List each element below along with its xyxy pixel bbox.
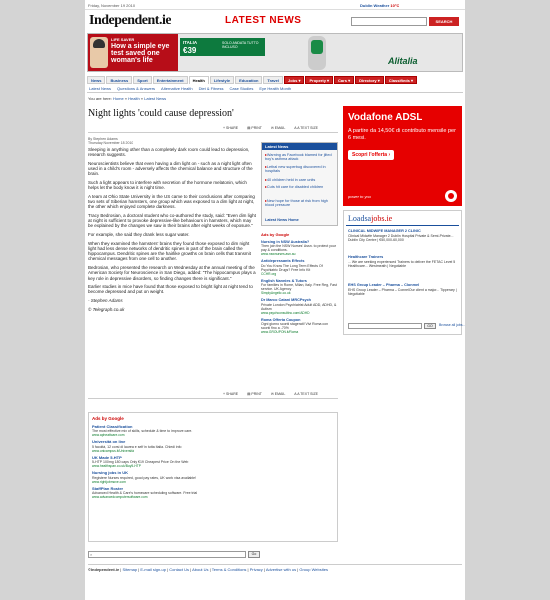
side-google-ads	[261, 232, 338, 337]
article-paragraph: Tracy Bedrosian, a doctoral student who co-authored the study, said: "Even dim light at night is sufficient to provoke depressive-like behaviours in hamsters, which may be explained by the changes we saw in their brains after eight weeks of exposure."	[88, 213, 256, 229]
nav-tab-cars-label: Cars	[338, 78, 347, 83]
nav-tab-sport[interactable]: Sport	[133, 76, 151, 84]
text-size-button[interactable]: A A TEXT SIZE	[294, 392, 318, 396]
tools-divider	[88, 132, 338, 133]
article-tools	[223, 126, 318, 130]
ad-title[interactable]: StaffPlan Roster	[92, 485, 124, 491]
bottom-google-ads	[88, 412, 338, 542]
footer-link-privacy[interactable]: Privacy	[249, 567, 263, 572]
nav-tab-directory[interactable]: Directory ▾	[355, 76, 384, 84]
tools-divider	[88, 398, 338, 399]
subnav-alternative-health[interactable]: Alternative Health	[161, 86, 193, 91]
footer-brand: ©Independent.ie	[88, 567, 120, 572]
article-paragraph: Such a light appears to interfere with secretion of the hormone melatonin, which helps let the body know it is night time.	[88, 180, 247, 191]
breadcrumb-latest-news[interactable]: Latest News	[144, 96, 167, 101]
nav-tab-directory-label: Directory	[359, 78, 377, 83]
nav-tab-classifieds[interactable]: Classifieds ▾	[385, 76, 417, 84]
footer-link-about[interactable]: About Us	[192, 567, 209, 572]
ad-url[interactable]: CCHR.org	[261, 271, 277, 276]
article-paragraph: Bedrosian, who presented the research on Wednesday at the annual meeting of the American Society for Neuroscience in San Diego, added: "The hippocampus plays a key role in depressive disorders, so finding changes there is significant."	[88, 265, 256, 281]
ad-title[interactable]: Patient Classification	[92, 424, 133, 429]
nav-tab-business[interactable]: Business	[106, 76, 132, 84]
ad-url[interactable]: www.GROUPON.it/Roma	[261, 330, 299, 335]
footer: ©Independent.ie | Sitemap | E-mail sign-up | Contact Us | About Us | Terms & Conditions | Privacy | Advertise with us | Group Websites	[88, 567, 328, 572]
nav-tab-news[interactable]: News	[87, 76, 105, 84]
print-button[interactable]: ▤ PRINT	[247, 392, 262, 396]
ad-item[interactable]	[261, 318, 338, 334]
nav-tab-travel[interactable]: Travel	[263, 76, 283, 84]
search-input[interactable]	[351, 17, 427, 26]
nav-tab-education[interactable]: Education	[235, 76, 262, 84]
jobs-logo-a: Loadsa	[348, 214, 372, 223]
article-paragraph: For example, she said they drank less sugar water.	[88, 232, 190, 238]
print-button[interactable]: ▤ PRINT	[247, 126, 262, 130]
ad-desc: Advanced Health & Care's homecare scheduling software. Free trial	[92, 491, 198, 496]
job-title[interactable]: EHS Group Leader – Pharma – Clonmel	[348, 283, 420, 287]
share-button[interactable]: + SHARE	[223, 126, 239, 130]
woman-hair-shape	[93, 39, 105, 48]
bottle-label-shape	[311, 40, 323, 54]
article-title: Night lights 'could cause depression'	[88, 108, 234, 119]
breadcrumb-prefix: You are here:	[88, 96, 112, 101]
banner-promo-panel[interactable]	[88, 34, 178, 71]
share-label: SHARE	[226, 392, 239, 396]
latest-news-link[interactable]: ▸ Cuts hit care for disabled children	[265, 185, 335, 189]
subnav-eye-health-month[interactable]: Eye Health Month	[259, 86, 292, 91]
italia-price-panel	[180, 38, 265, 56]
breadcrumb-home[interactable]: Home	[113, 96, 124, 101]
email-button[interactable]: ✉ EMAIL	[270, 126, 286, 130]
weather-widget[interactable]	[360, 3, 399, 8]
email-label: EMAIL	[274, 392, 286, 396]
latest-news-heading: LATEST NEWS	[225, 15, 302, 26]
header-divider	[85, 9, 465, 10]
footer-divider	[88, 564, 462, 565]
browse-all-jobs-link[interactable]: Browse all jobs...	[439, 323, 465, 327]
ad-item[interactable]	[92, 425, 334, 437]
article-paragraph: Neuroscientists believe that even having a dim light on - such as a night light often used in a child's room - adversely affects the chemical balance and structure of the brain.	[88, 160, 253, 177]
latest-news-link[interactable]: ▸ New hope for those at risk from high blood pressure	[265, 199, 335, 207]
ad-url[interactable]: SimplyAngelic.co.uk	[261, 291, 291, 296]
banner-life-saver: LIFE SAVER	[111, 37, 135, 42]
ad-url[interactable]: www.unicampus.it/Università	[92, 448, 134, 453]
ad-item[interactable]	[261, 279, 338, 295]
footer-link-group-websites[interactable]: Group Websites	[299, 567, 328, 572]
alitalia-logo: Alitalia	[388, 56, 418, 66]
subnav-diet-fitness[interactable]: Diet & Fitness	[198, 86, 224, 91]
subnav-case-studies[interactable]: Case Studies	[229, 86, 254, 91]
bottom-ads-heading: Ads by Google	[92, 416, 124, 421]
ad-desc: Then join the NSW Nurses' Assn. to protect your pay & conditions.	[261, 244, 336, 253]
subnav-questions-answers[interactable]: Questions & Answers	[117, 86, 156, 91]
ad-url[interactable]: www.apheattcare.com	[92, 433, 125, 438]
share-button[interactable]: + SHARE	[223, 392, 239, 396]
jobs-logo-b: jobs.ie	[371, 214, 393, 223]
ad-banner[interactable]	[87, 33, 463, 72]
article-paragraph: Earlier studies in mice have found that those exposed to bright light at night tend to become depressed and put on weight.	[88, 284, 253, 295]
ad-item[interactable]	[261, 240, 338, 256]
header-date: Friday, November 19 2010	[88, 3, 136, 8]
ad-desc: 5-HTP 100mg 180 caps Only €19 Cheapest Price On the Web	[92, 460, 189, 465]
ad-title[interactable]: Roma Offerta Coupon	[261, 317, 301, 322]
footer-link-terms[interactable]: Terms & Conditions	[211, 567, 247, 572]
article-date: Thursday November 18 2010	[88, 141, 134, 145]
nav-tab-lifestyle[interactable]: Lifestyle	[210, 76, 234, 84]
ad-desc: Do You Know The Long Term Effects Of Psychiatric Drugs? Free Info Kit	[261, 263, 323, 272]
article-byline: By Stephen Adams	[88, 137, 118, 141]
search-button[interactable]: SEARCH	[429, 17, 459, 26]
primary-nav	[87, 76, 463, 84]
nav-tab-jobs[interactable]: Jobs ▾	[284, 76, 304, 84]
weather-temp: 10°C	[390, 3, 400, 8]
footer-link-advertise[interactable]: Advertise with us	[265, 567, 297, 572]
nav-tab-classifieds-label: Classifieds	[388, 78, 410, 83]
email-button[interactable]: ✉ EMAIL	[270, 392, 286, 396]
vodafone-title: Vodafone ADSL	[348, 112, 423, 123]
ad-url[interactable]: www.healthspan.co.uk/Buy5-HTP	[92, 464, 141, 469]
ad-url[interactable]: www.psychconsultinc.com/ADHD	[261, 310, 310, 315]
weather-label: Dublin Weather	[360, 3, 390, 8]
ad-desc: Ogni giorno sconti stagerati! Vivi Roma con sconti fino a -70%	[261, 322, 329, 331]
banner-headline: How a simple eye test saved one woman's life	[111, 43, 170, 64]
breadcrumb: You are here: Home » Health » Latest News	[88, 96, 167, 101]
ad-title[interactable]: Antidepressants Effects	[261, 259, 305, 264]
ad-item[interactable]	[92, 471, 334, 483]
italia-label: ITALIA	[183, 40, 198, 45]
latest-news-box	[261, 142, 338, 226]
breadcrumb-health[interactable]: Health	[128, 96, 140, 101]
page	[85, 0, 465, 600]
ad-title[interactable]: Dr Marco Catani MRCPsych	[261, 298, 312, 303]
article-tools-bottom	[223, 392, 318, 396]
footer-link-contact[interactable]: Contact Us	[169, 567, 190, 572]
nav-tab-property-label: Property	[309, 78, 326, 83]
ad-desc: The most effective mix of skills, schedule & time to improve care.	[92, 429, 193, 434]
loadsajobs-logo[interactable]	[348, 214, 392, 223]
job-title[interactable]: Healthcare Trainers	[348, 255, 384, 259]
latest-news-link[interactable]: ▸ Warning as Facebook blamed for jilted boy's asthma attack	[265, 153, 335, 161]
vodafone-subtitle: A partire da 14,50€ di contributo mensile per 6 mesi.	[348, 128, 456, 141]
ad-desc: 5 facoltà, 12 corsi di laurea e self in tutta Italia. Chiedi info	[92, 444, 182, 449]
vodafone-logo-inner-icon	[448, 193, 454, 199]
share-label: SHARE	[226, 126, 239, 130]
bottom-search-button[interactable]: Go	[248, 551, 260, 558]
email-label: EMAIL	[274, 126, 286, 130]
ad-title[interactable]: Nursing in NSW Australia?	[261, 240, 310, 244]
italia-price-note: SOLO ANDATA TUTTO INCLUSO	[222, 41, 259, 49]
article-signature: - Stephen Adams	[88, 298, 123, 304]
ad-item[interactable]	[92, 440, 334, 452]
ad-desc: Registere Nurses required, good pay rates, UK work visa available!	[92, 475, 197, 480]
nav-tab-jobs-label: Jobs	[288, 78, 298, 83]
print-label: PRINT	[251, 392, 262, 396]
jobs-widget	[343, 210, 465, 335]
ad-item[interactable]	[261, 259, 338, 275]
ad-url[interactable]: www.nswnurses.asn.au	[261, 252, 296, 257]
job-desc: Clinical Midwife Manager 2 Dublin Hospital Private & Semi-Private... Dublin City Centre | €50,000-60,000	[348, 234, 454, 242]
jobs-divider	[346, 225, 459, 226]
jobs-search-input[interactable]	[348, 323, 422, 329]
ad-url[interactable]: www.rightjobmove.com	[92, 479, 126, 484]
vodafone-ad[interactable]	[343, 106, 462, 206]
ad-title[interactable]: Nursing jobs in UK	[92, 470, 128, 476]
article-body	[88, 147, 256, 316]
article-copyright: © Telegraph.co.uk	[88, 306, 125, 312]
latest-news-link[interactable]: ▸ Lethal new superbug discovered in hospitals	[265, 165, 335, 173]
nav-tab-cars[interactable]: Cars ▾	[334, 76, 354, 84]
job-desc: EHS Group Leader – Pharma – ConnelOur client a major... Tipperary | Negotiable	[348, 288, 457, 296]
latest-news-home-link[interactable]: Latest News Home	[265, 218, 299, 222]
footer-link-email-signup[interactable]: E-mail sign-up	[140, 567, 166, 572]
latest-news-box-heading: Latest News	[262, 143, 337, 150]
ad-desc: For families in Rome, Milan, Italy. Free Reg, Fast service. UK Agency	[261, 283, 337, 292]
ad-desc: Private London Psychiatrist Adult ADD, ADHD, & Autism	[261, 302, 337, 311]
search-icon: ⌕	[90, 552, 93, 557]
italia-price: €39	[183, 46, 197, 55]
ad-title[interactable]: UK Made 5-HTP	[92, 454, 122, 460]
ad-item[interactable]	[92, 456, 334, 468]
vodafone-offer-button[interactable]: Scopri l'offerta ›	[348, 150, 394, 160]
ad-title[interactable]: English Nannies & Tutors	[261, 278, 307, 283]
job-title[interactable]: CLINICAL MIDWIFE MANAGER 2 CLINIC	[348, 229, 421, 233]
ad-item[interactable]	[92, 487, 334, 499]
print-label: PRINT	[251, 126, 262, 130]
footer-link-sitemap[interactable]: Sitemap	[122, 567, 138, 572]
bottom-search-input[interactable]	[88, 551, 246, 558]
text-size-button[interactable]: A A TEXT SIZE	[294, 126, 318, 130]
ad-title[interactable]: Università on line	[92, 439, 126, 445]
article-paragraph: Sleeping in anything other than a completely dark room could lead to depression, research suggests.	[88, 147, 250, 158]
jobs-go-button[interactable]: GO	[424, 323, 436, 329]
secondary-nav	[87, 86, 463, 93]
site-logo[interactable]: Independent.ie	[89, 13, 172, 28]
article-paragraph: When they examined the hamsters' brains they found those exposed to dim night light had less dense networks of dendritic spines in part of the brain called the hippocampus. Dendritic spines are the hairlike growths on brain cells that transmit chemical messages from one cell to another.	[88, 240, 251, 262]
side-ads-heading: Ads by Google	[261, 232, 290, 237]
article-paragraph: A team at Ohio State University in the US came to their conclusions after comparing two sets of Siberian hamsters, one group which was exposed to a dim light at night, the other which enjoyed complete darkness.	[88, 193, 255, 210]
nav-tab-property[interactable]: Property ▾	[305, 76, 333, 84]
text-size-label: TEXT SIZE	[300, 392, 318, 396]
latest-news-link[interactable]: ▸ 40 children held in care units	[265, 178, 335, 182]
ad-url[interactable]: www.advancedcomputersoftware.com	[92, 495, 148, 500]
ad-item[interactable]	[261, 298, 338, 314]
nav-tab-entertainment[interactable]: Entertainment	[153, 76, 188, 84]
job-desc: ... We are seeking experienced Trainers to deliver the FETAC Level 5 Healthcare... Westmeath | Negotiable	[348, 260, 456, 268]
text-size-label: TEXT SIZE	[300, 126, 318, 130]
vodafone-tagline: power to you	[348, 194, 371, 199]
nav-tab-health[interactable]: Health	[189, 76, 209, 84]
subnav-latest-news[interactable]: Latest News	[89, 86, 112, 91]
